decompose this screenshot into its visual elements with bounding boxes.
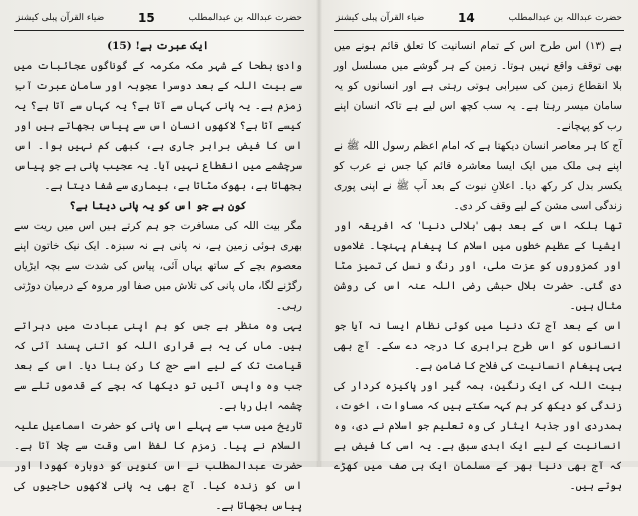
paragraph: مگر بیت اللہ کی مسافرت جو ہم کرتے ہیں اس میں ریت سے بھری ہوئی زمین ہے، نہ پانی ہے نہ سبزہ۔ ایک نیک خاتون اپنے معصوم بچے کے ساتھ یہاں آئی، پیاس کی شدت سے بچہ ایڑیاں رگڑنے لگا، ماں پانی کی تلاش میں صفا اور مروہ کے درمیان دوڑتی رہی۔ (14, 220, 302, 312)
right-page-number: 14 (458, 11, 475, 25)
right-page-body (334, 36, 622, 496)
paragraph: ایک عبرت ہے! (15) (107, 40, 209, 52)
right-page-chapter: حضرت عبداللہ بن عبدالمطلب (508, 13, 622, 23)
paragraph: تھا بلکہ اس کے بعد بھی 'بلالی دنیا' کہ افریقہ اور ایشیا کے عظیم خطوں میں اسلام کا پیغام پہنچا۔ غلاموں اور کمزوروں کو عزت ملی، اور رنگ و نسل کی تمیز مٹا دی گئی۔ حضرت بلال حبشی رضی اللہ عنہ اس کی روشن مثال ہیں۔ (334, 220, 622, 312)
paragraph: بیت اللہ کی ایک رنگین، ہمہ گیر اور پاکیزہ کردار کی زندگی کو دیکھ کر ہم کہہ سکتے ہیں کہ مساوات، اخوت، ہمدردی اور جذبۂ ایثار کی وہ تعلیم جو اسلام نے دی، وہ انسانیت کے لیے ایک ابدی سبق ہے۔ یہ اسی کا فیض ہے کہ آج بھی دنیا بھر کے مسلمان ایک ہی صف میں کھڑے ہوتے ہیں۔ (334, 380, 622, 492)
page-edge (320, 461, 638, 467)
right-page-publisher: ضیاء القرآن پبلی کیشنز (336, 13, 425, 23)
left-page (0, 0, 318, 512)
left-header-rule (14, 30, 304, 31)
paragraph: کون ہے جو اس کو یہ پانی دیتا ہے؟ (69, 200, 247, 212)
left-page-chapter: حضرت عبداللہ بن عبدالمطلب (188, 13, 302, 23)
page-edge (0, 461, 318, 467)
left-page-publisher: ضیاء القرآن پبلی کیشنز (16, 13, 105, 23)
left-page-number: 15 (138, 11, 155, 25)
right-header-rule (334, 30, 624, 31)
left-page-header (16, 8, 302, 28)
right-page-header (336, 8, 622, 28)
paragraph: آج کا ہر معاصر انسان دیکھتا ہے کہ امام اعظم رسول اللہ ﷺ نے اپنے ہی ملک میں ایک ایسا معاشرہ قائم کیا جس نے عرب کو یکسر بدل کر رکھ دیا۔ اعلانِ نبوت کے بعد آپ ﷺ نے اپنی پوری زندگی اسی مشن کے لیے وقف کر دی۔ (334, 140, 622, 212)
paragraph: تاریخ میں سب سے پہلے اس پانی کو حضرت اسماعیل علیہ السلام نے پیا۔ زمزم کا لفظ اسی وقت سے چلا آتا ہے۔ حضرت عبدالمطلب نے اس کنویں کو دوبارہ کھودا اور اس کو زندہ کیا۔ آج بھی یہ پانی لاکھوں حاجیوں کی پیاس بجھاتا ہے۔ (14, 420, 302, 512)
paragraph: اس کے بعد آج تک دنیا میں کوئی نظام ایسا نہ آیا جو انسانوں کو اس طرح برابری کا درجہ دے سکے۔ آج بھی یہی پیغام انسانیت کی فلاح کا ضامن ہے۔ (334, 320, 622, 372)
paragraph: ہے (۱۳) اس طرح اس کے تمام انسانیت کا تعلق قائم ہونے میں بھی توقف واقع نہیں ہوتا۔ زمین کے ہر گوشے میں مسلسل اور بلا انقطاع زمین کی سیرابی ہوتی رہتی ہے اور انسانوں کو یہ سامان میسر رہتا ہے۔ یہ سب کچھ اس لیے ہے تاکہ انسان اپنے رب کو پہچانے۔ (334, 40, 622, 132)
right-page (320, 0, 638, 492)
paragraph: وادیٔ بطحا کے شہر مکہ مکرمہ کے گوناگوں عجائبات میں سے بیت اللہ کے بعد دوسرا عجوبہ اور سامانِ عبرت آبِ زمزم ہے۔ یہ پانی کہاں سے آتا ہے؟ یہ کہاں سے آتا ہے؟ یہ کیسے آتا ہے؟ لاکھوں انسان اس سے پیاس بجھاتے ہیں اور اس کا فیض برابر جاری ہے، کبھی کم نہیں ہوا۔ اس سرچشمے میں انقطاع نہیں آیا۔ یہ عجیب پانی ہے جو پیاس بجھاتا ہے، بھوک مٹاتا ہے، بیماری سے شفا دیتا ہے۔ (14, 60, 302, 192)
left-page-body (14, 36, 302, 516)
paragraph: یہی وہ منظر ہے جس کو ہم اپنی عبادت میں دہراتے ہیں۔ ماں کی یہ بے قراری اللہ کو اتنی پسند آئی کہ قیامت تک کے لیے اسے حج کا رکن بنا دیا۔ اس کے بعد جب وہ واپس آئیں تو دیکھا کہ بچے کے قدموں تلے سے چشمہ ابل رہا ہے۔ (14, 320, 302, 412)
